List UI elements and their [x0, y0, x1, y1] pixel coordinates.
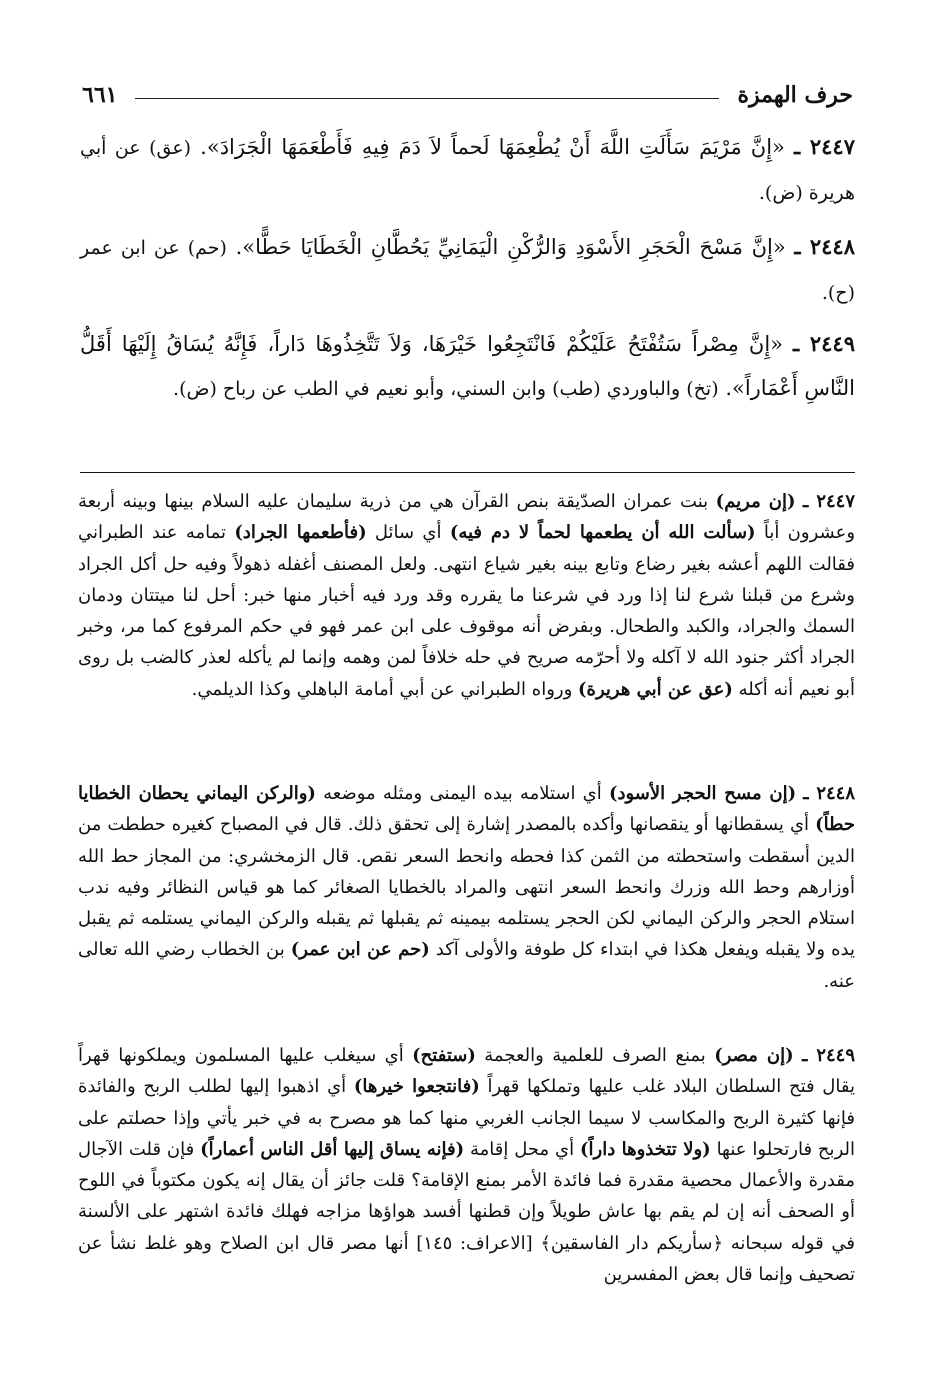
hadith-source: (حم) عن ابن عمر (ح). — [80, 237, 855, 304]
hadith-text: «إِنَّ مَرْيَمَ سَأَلَتِ اللَّهَ أَنْ يُطْعِمَهَا لَحماً لاَ دَمَ فِيهِ فَأَطْعَمَهَا الْجَرَادَ». — [200, 135, 785, 159]
page-header — [82, 68, 853, 108]
hadith-source: (عق) عن أبي هريرة (ض). — [80, 137, 855, 204]
quoted-phrase: (فأطعمها الجراد) — [234, 522, 367, 544]
hadith-text: «إِنَّ مَسْحَ الْحَجَرِ الأَسْوَدِ وَالرُّكْنِ الْيَمَانِيِّ يَحُطَّانِ الْخَطَايَا حَطًّا». — [235, 235, 786, 259]
commentary-text: بن الخطاب رضي الله تعالى عنه. — [78, 939, 855, 992]
commentary-2449 — [78, 1040, 855, 1290]
hadith-2447 — [80, 125, 855, 215]
commentary-text: تمامه عند الطبراني فقالت اللهم أعشه بغير رضاع وتابع بينه بغير شياع انتهى. ولعل المصنف أغفله ذهولاً وفيه حل أكل الجراد وشرع من قبلنا شرع لنا إذا ورد في شرعنا ما يقرره وقد ورد فيه أخبار منها خبر: أحل لنا ميتتان ودمان السمك والجراد، والكبد والطحال. وبفرض أنه موقوف على ابن عمر فهو في حكم المرفوع كما مر، وخبر الجراد أكثر جنود الله لا آكله ولا أحرّمه صريح في حله خلافاً لمن وهمه وإنما لم يأكله لعذر كالضب بل روى أبو نعيم أنه أكله — [78, 522, 855, 700]
hadith-source: (تخ) والباوردي (طب) وابن السني، وأبو نعيم في الطب عن رباح (ض). — [173, 378, 719, 400]
commentary-text: فإن قلت الآجال مقدرة والأعمال محصية مقدرة فما فائدة الأمر بمنع الإقامة؟ قلت جائز أن يقال إنه يكون مكتوباً في اللوح أو الصحف أنه إن لم يقم بها عاش طويلاً وإن قطنها أفسد هواؤها مزاجه فهلك فائدة اشتهر على الألسنة في قوله سبحانه ﴿سأريكم دار الفاسقين﴾ [الاعراف: ١٤٥] أنها مصر قال ابن الصلاح وهو غلط نشأ عن تصحيف وإنما قال بعض المفسرين — [78, 1138, 855, 1286]
commentary-text: أي استلامه بيده اليمنى ومثله موضعه — [315, 783, 609, 804]
commentary-text: أي محل إقامة — [464, 1138, 580, 1160]
hadith-number: ٢٤٤٩ ـ — [793, 331, 855, 356]
chapter-title: حرف الهمزة — [737, 82, 853, 108]
commentary-text: بمنع الصرف للعلمية والعجمة — [475, 1045, 715, 1066]
commentary-text: بنت عمران الصدّيقة بنص القرآن هي من ذرية سليمان عليه السلام بينها وبينه أربعة وعشرون أباً — [78, 491, 856, 544]
commentary-2448 — [78, 778, 855, 997]
hadith-2448 — [80, 225, 855, 315]
commentary-text: أي يسقطانها أو ينقصانها وأكده بالمصدر إشارة إلى تحقق ذلك. قال في المصباح كغيره حططت من الدين أسقطت واستحطته من الثمن كذا فحطه وانحط السعر نقص. قال الزمخشري: من المجاز حط الله أوزارهم وحط الله وزرك وانحط السعر انتهى والمراد بالخطايا الصغائر كما هو قياس النظائر وفيه ندب استلام الحجر والركن اليماني لكن الحجر يستلمه بيمينه ثم يقبلها ثم يقبله والركن اليماني يستلمه ثم يقبل يده ولا يقبله ويفعل هكذا في ابتداء كل طوفة والأولى آكد — [78, 814, 855, 961]
source-citation: (عق عن أبي هريرة) — [578, 678, 733, 700]
quoted-phrase: (سألت الله أن يطعمها لحماً لا دم فيه) — [449, 522, 756, 544]
hadith-number: ٢٤٤٨ ـ — [794, 234, 855, 259]
quoted-phrase: (والركن اليماني يحطان الخطايا حطاً) — [78, 783, 855, 836]
quoted-phrase: (فانتجعوا خيرها) — [353, 1076, 480, 1098]
commentary-2447 — [78, 486, 855, 705]
quoted-phrase: (فإنه يساق إليها أقل الناس أعماراً) — [200, 1138, 465, 1160]
hadith-2449 — [80, 322, 855, 411]
commentary-number: ٢٤٤٨ ـ — [803, 783, 855, 804]
commentary-text: أي سيغلب عليها المسلمون ويملكونها قهراً يقال فتح السلطان البلاد غلب عليها وتملكها قهراً — [78, 1045, 855, 1098]
quoted-phrase: (إن مريم) — [715, 491, 796, 512]
commentary-number: ٢٤٤٩ ـ — [802, 1045, 855, 1066]
header-rule — [135, 98, 719, 99]
commentary-text: أي سائل — [366, 522, 450, 544]
commentary-text: ورواه الطبراني عن أبي أمامة الباهلي وكذا الديلمي. — [191, 678, 578, 700]
commentary-text: أي اذهبوا إليها لطلب الربح والفائدة فإنها كثيرة الربح والمكاسب لا سيما الجانب الغربي منها كما هو مصرح به في خبر يأتي وإذا حصلتم على الربح فارتحلوا عنها — [78, 1076, 855, 1160]
hadith-number: ٢٤٤٧ ـ — [794, 134, 855, 159]
hadith-text: «إِنَّ مِصْراً سَتُفْتَحُ عَلَيْكُمْ فَانْتَجِعُوا خَيْرَهَا، وَلاَ تَتَّخِذُوهَا دَاراً، فَإِنَّهُ يُسَاقُ إِلَيْهَا أَقَلُّ النَّاسِ أَعْمَاراً». — [80, 332, 855, 400]
quoted-phrase: (إن مسح الحجر الأسود) — [608, 783, 797, 804]
source-citation: (حم عن ابن عمر) — [290, 939, 430, 961]
page-number: ٦٦١ — [82, 82, 118, 108]
commentary-number: ٢٤٤٧ ـ — [803, 491, 856, 512]
quoted-phrase: (ستفتح) — [412, 1045, 476, 1066]
quoted-phrase: (ولا تتخذوها داراً) — [579, 1138, 711, 1160]
quoted-phrase: (إن مصر) — [714, 1045, 794, 1066]
commentary-divider — [80, 472, 855, 473]
